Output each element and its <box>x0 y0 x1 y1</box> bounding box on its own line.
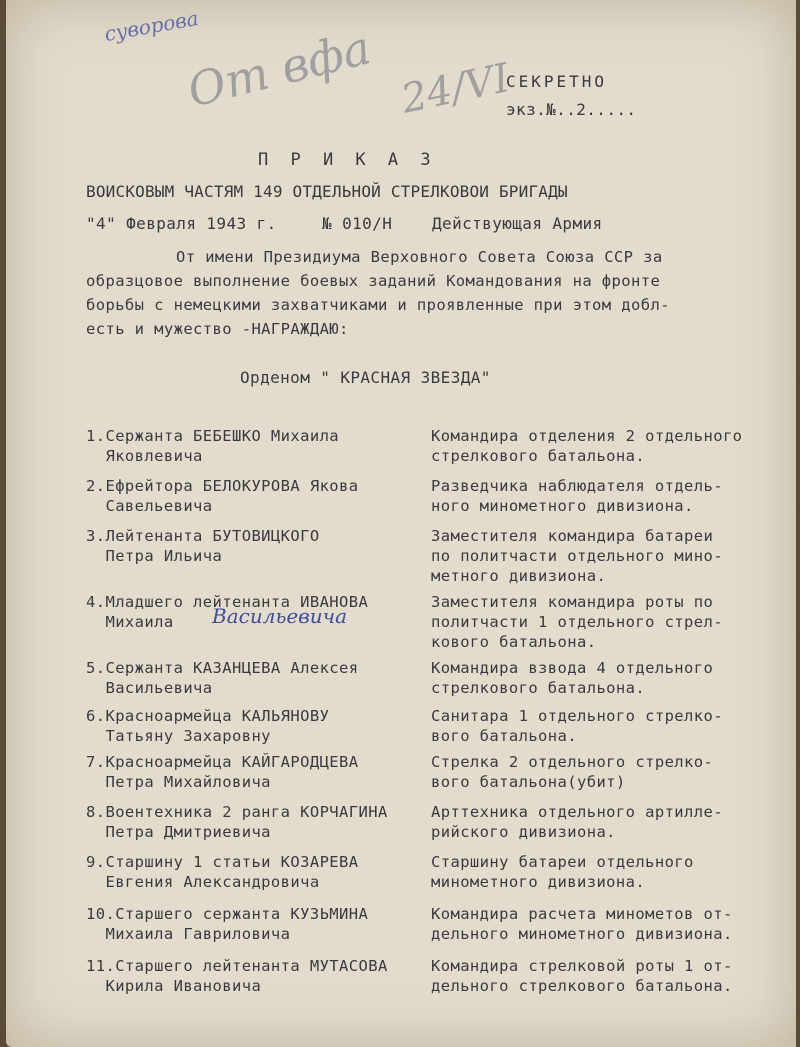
copy-number: экз.№..2..... <box>506 100 637 119</box>
awardee-name: 6.Красноармейца КАЛЬЯНОВУ Татьяну Захаровну <box>86 707 330 745</box>
awardee-role: Санитара 1 отдельного стрелко- вого батальона. <box>431 707 723 745</box>
document-subtitle: ВОИСКОВЫМ ЧАСТЯМ 149 ОТДЕЛЬНОЙ СТРЕЛКОВОИ БРИГАДЫ <box>86 182 568 201</box>
awardee-role: Арттехника отдельного артилле- рийского дивизиона. <box>431 803 723 841</box>
awardee-name: 10.Старшего сержанта КУЗЬМИНА Михаила Гавриловича <box>86 905 369 943</box>
awardee-role: Командира взвода 4 отдельного стрелкового батальона. <box>431 659 714 697</box>
handwritten-patronymic: Васильевича <box>212 604 348 628</box>
awardee-role: Командира расчета минометов от- дельного минометного дивизиона. <box>431 905 733 943</box>
awardee-role: Командира отделения 2 отдельного стрелкового батальона. <box>431 427 743 465</box>
intro-line-2: образцовое выполнение боевых заданий Командования на фронте <box>86 272 661 290</box>
order-place: Действующая Армия <box>432 214 603 233</box>
awardee-name: 11.Старшего лейтенанта МУТАСОВА Кирила Ивановича <box>86 957 388 995</box>
intro-line-3: борьбы с немецкими захватчиками и проявленные при этом добл- <box>86 296 670 314</box>
awardee-name: 5.Сержанта КАЗАНЦЕВА Алексея Васильевича <box>86 659 359 697</box>
document-title: П Р И К А З <box>258 150 437 170</box>
document-page <box>6 0 796 1047</box>
order-date: "4" Февраля 1943 г. <box>86 214 277 233</box>
intro-line-1: От имени Президиума Верховного Совета Союза ССР за <box>176 248 663 266</box>
awardee-role: Командира стрелковой роты 1 от- дельного стрелкового батальона. <box>431 957 733 995</box>
awardee-name: 8.Воентехника 2 ранга КОРЧАГИНА Петра Дмитриевича <box>86 803 388 841</box>
awardee-name: 1.Сержанта БЕБЕШКО Михаила Яковлевича <box>86 427 340 465</box>
awardee-name: 9.Старшину 1 статьи КОЗАРЕВА Евгения Александровича <box>86 853 359 891</box>
order-number: № 010/Н <box>322 214 393 233</box>
awardee-role: Заместителя командира батареи по политчасти отдельного мино- метного дивизиона. <box>431 527 723 585</box>
secret-stamp: СЕКРЕТНО <box>506 72 608 91</box>
awardee-role: Разведчика наблюдателя отдель- ного минометного дивизиона. <box>431 477 723 515</box>
handwritten-corner-note: суворова <box>102 5 201 47</box>
handwritten-top-scribble: От вфа <box>182 20 376 118</box>
awardee-name: 4.Младшего лейтенанта ИВАНОВА Михаила <box>86 593 369 631</box>
intro-line-4: есть и мужество -НАГРАЖДАЮ: <box>86 320 349 338</box>
awardee-name: 7.Красноармейца КАЙГАРОДЦЕВА Петра Михайловича <box>86 753 359 791</box>
awardee-role: Старшину батареи отдельного минометного дивизиона. <box>431 853 694 891</box>
order-name: Орденом " КРАСНАЯ ЗВЕЗДА" <box>240 368 491 387</box>
handwritten-top-date: 24/VI <box>397 55 514 123</box>
awardee-name: 3.Лейтенанта БУТОВИЦКОГО Петра Ильича <box>86 527 320 565</box>
awardee-role: Заместителя командира роты по политчасти 1 отдельного стрел- кового батальона. <box>431 593 723 651</box>
awardee-role: Стрелка 2 отдельного стрелко- вого батальона(убит) <box>431 753 714 791</box>
awardee-name: 2.Ефрейтора БЕЛОКУРОВА Якова Савельевича <box>86 477 359 515</box>
